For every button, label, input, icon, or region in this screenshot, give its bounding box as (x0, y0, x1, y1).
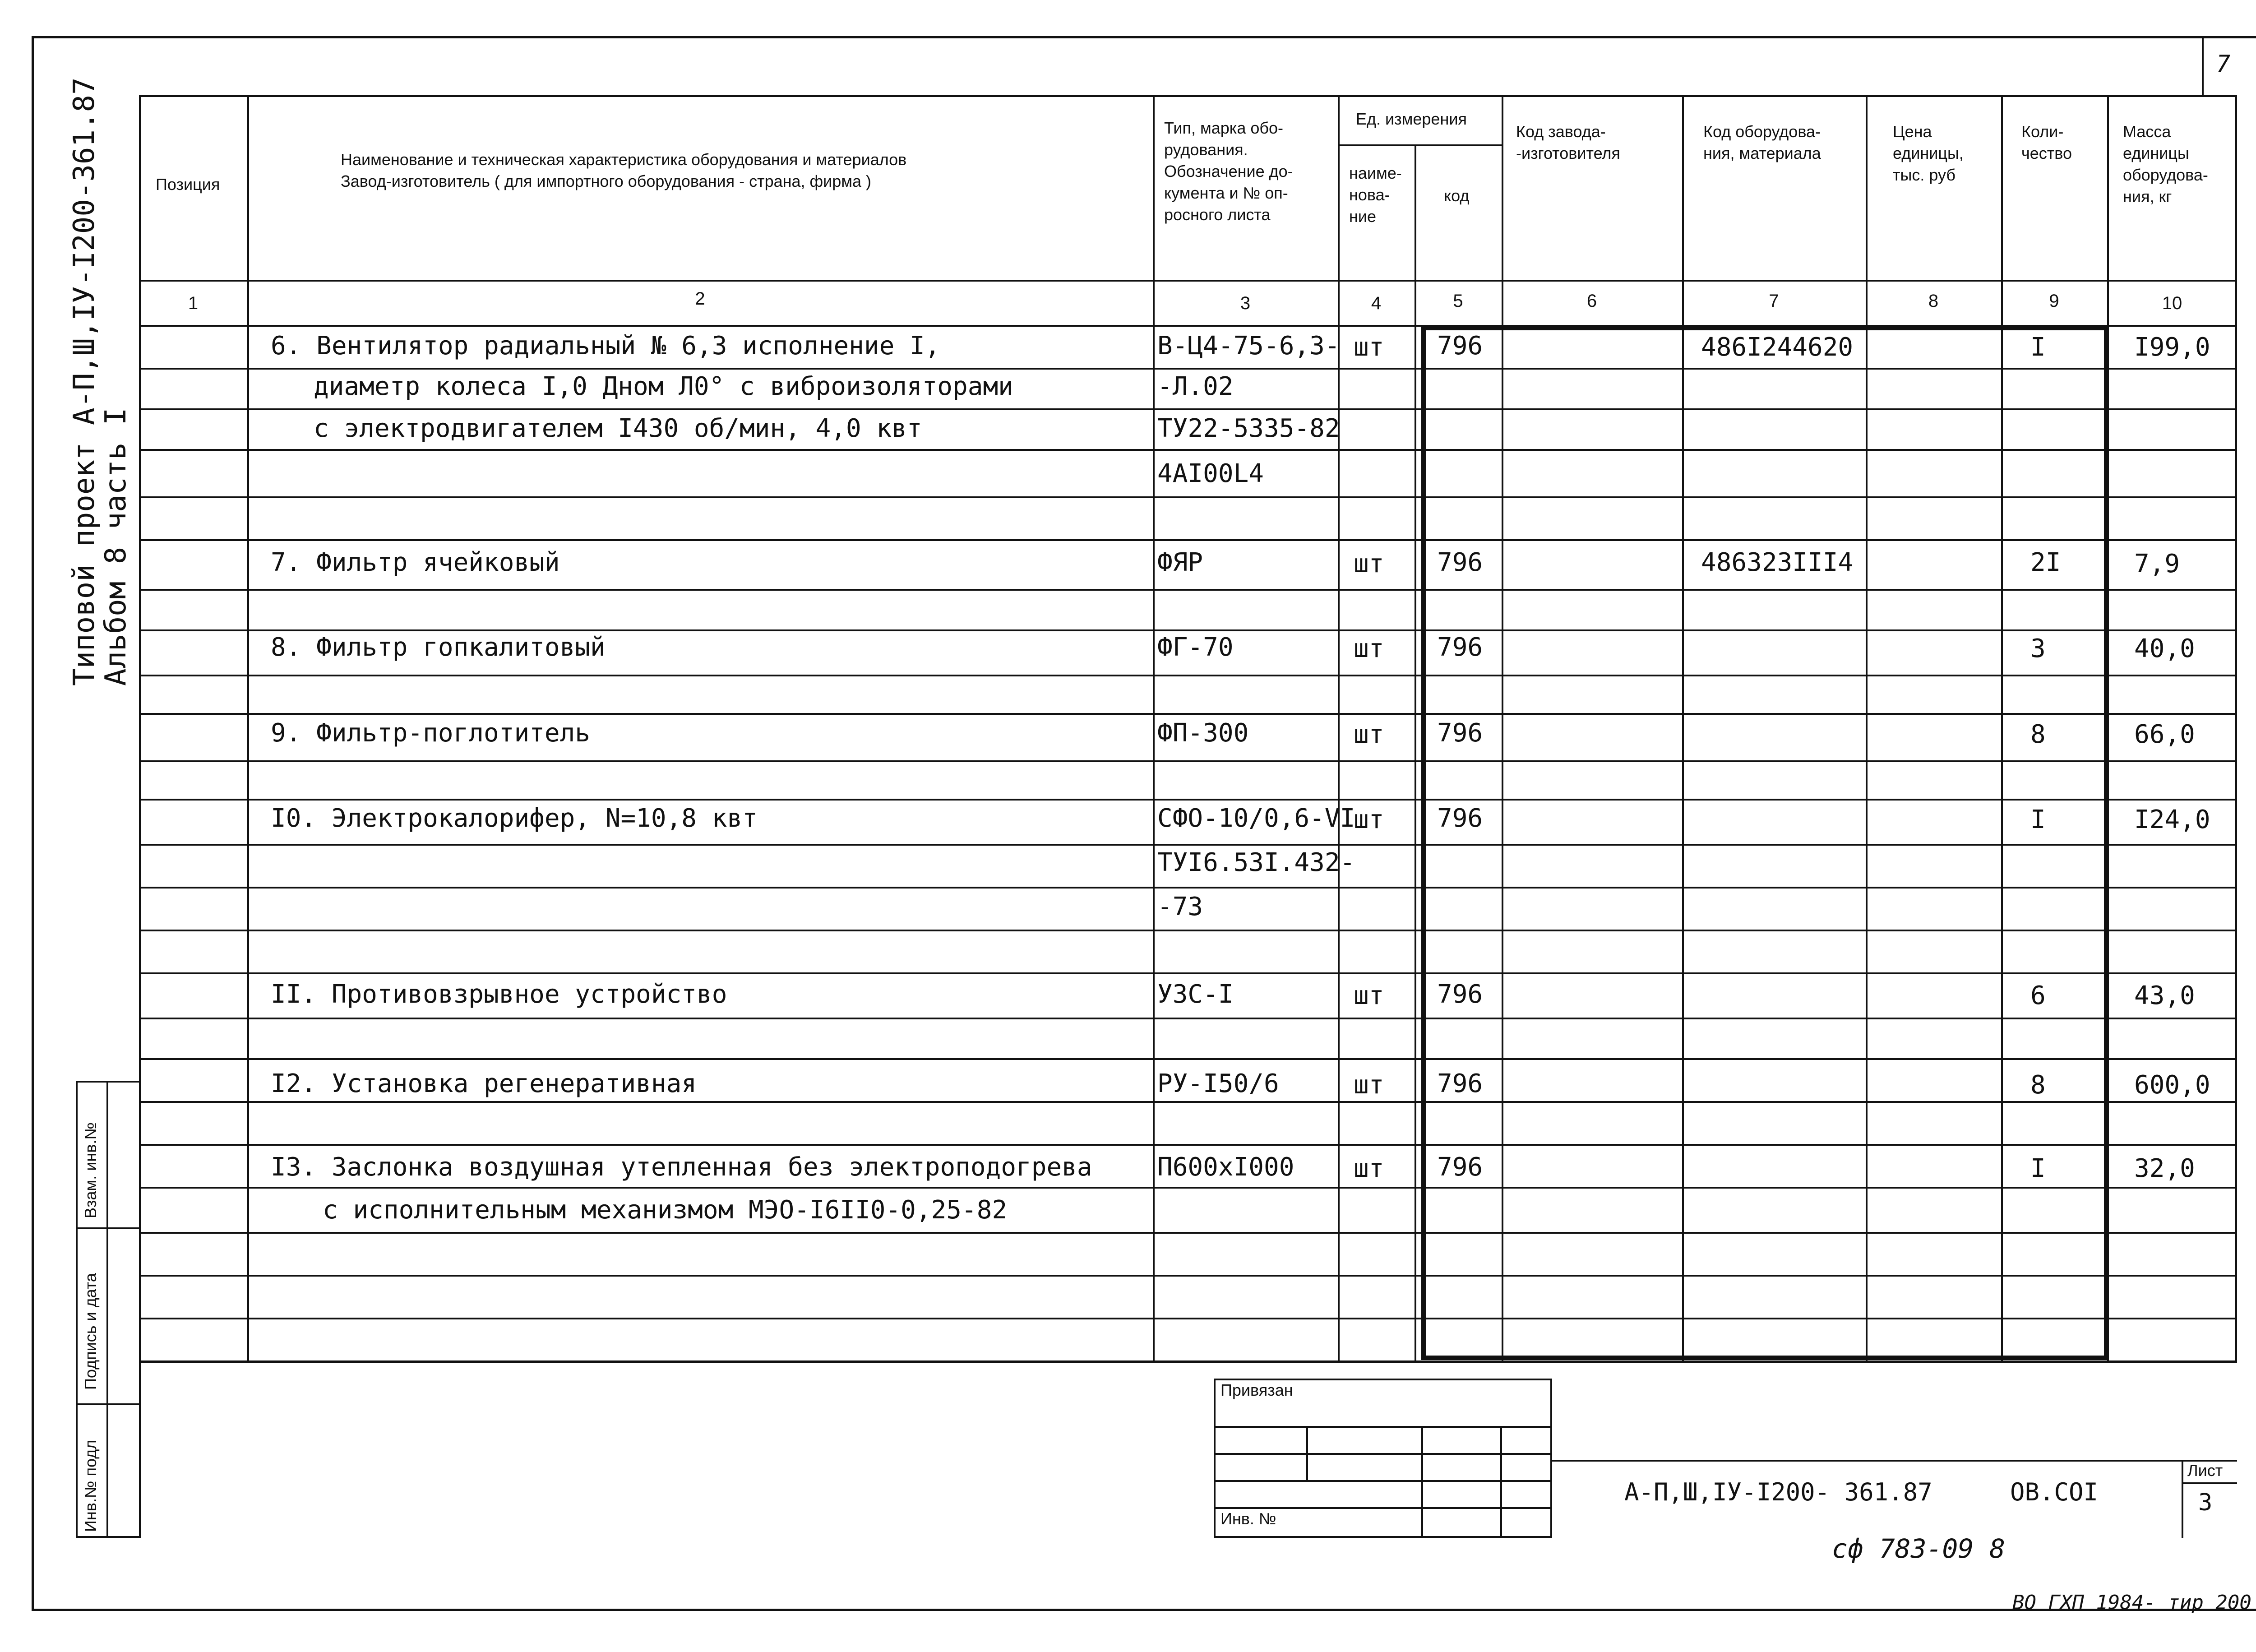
row-6-code: 796 (1437, 331, 1483, 361)
bold-frame-top (1421, 326, 2108, 330)
col-line (1338, 95, 1340, 1363)
handwritten-number: сф 783-09 8 (1832, 1533, 2006, 1564)
row-8-name: 8. Фильтр гопкалитовый (271, 633, 606, 662)
header-qty-1: Коли- (2021, 122, 2064, 141)
row-line (139, 1018, 2237, 1019)
row-10-type: СФО-10/0,6-VI (1157, 804, 1355, 833)
row-line (139, 1318, 2237, 1319)
colnum-10: 10 (2162, 293, 2182, 313)
row-13-code: 796 (1437, 1152, 1483, 1182)
colnum-2: 2 (695, 289, 705, 309)
side-title-2: Альбом 8 часть I (99, 407, 133, 686)
row-8-type: ФГ-70 (1157, 633, 1234, 662)
margin-inv-replace: Взам. инв.№ (81, 1122, 100, 1218)
sheet-code: ОВ.СОI (2010, 1478, 2099, 1506)
colnum-6: 6 (1586, 291, 1597, 311)
col-line (1153, 95, 1155, 1363)
row-9-code: 796 (1437, 718, 1483, 748)
header-price-3: тыс. руб (1893, 166, 1956, 184)
row-line (139, 408, 2237, 410)
row-13-name: I3. Заслонка воздушная утепленная без электроподогрева (271, 1152, 1092, 1182)
row-13-name-2: с исполнительным механизмом МЭО-I6II0-0,25-82 (323, 1195, 1008, 1225)
header-factory-2: -изготовителя (1516, 144, 1620, 162)
row-7-mass: 7,9 (2134, 549, 2180, 578)
row-10-type-2: ТУI6.53I.432- (1157, 848, 1355, 877)
header-price-2: единицы, (1893, 144, 1964, 162)
row-12-type: РУ-I50/6 (1157, 1069, 1279, 1098)
inv-label: Инв. № (1220, 1509, 1276, 1528)
header-equip-2: ния, материала (1703, 144, 1821, 162)
row-7-name: 7. Фильтр ячейковый (271, 548, 560, 577)
row-line (139, 1187, 2237, 1189)
row-line (139, 1232, 2237, 1234)
header-type-2: рудования. (1164, 140, 1248, 159)
row-13-type: П600хI000 (1157, 1152, 1294, 1182)
header-position: Позиция (156, 175, 220, 194)
margin-strip-mid (106, 1081, 108, 1538)
colnum-1: 1 (188, 293, 199, 313)
row-11-code: 796 (1437, 980, 1483, 1009)
colnum-3: 3 (1240, 293, 1251, 313)
margin-inv-original: Инв.№ подл (81, 1439, 100, 1532)
sheet-box-left (2182, 1460, 2183, 1538)
row-6-name-2: диаметр колеса I,0 Дном Л0° с виброизоляторами (314, 372, 1013, 401)
header-unit-name-2: нова- (1349, 185, 1390, 204)
row-10-mass: I24,0 (2134, 805, 2210, 834)
row-line (139, 1058, 2237, 1060)
row-line (139, 368, 2237, 370)
header-qty-2: чество (2021, 144, 2072, 162)
row-6-type: В-Ц4-75-6,3- (1157, 331, 1340, 361)
row-7-qty: 2I (2030, 548, 2061, 577)
corner-box-left (2202, 36, 2204, 95)
header-type-5: росного листа (1164, 205, 1271, 224)
bound-col (1306, 1426, 1308, 1480)
header-mass-4: ния, кг (2123, 187, 2172, 206)
row-7-type: ФЯР (1157, 548, 1203, 577)
row-12-mass: 600,0 (2134, 1070, 2210, 1100)
header-unit-name-3: ние (1349, 207, 1377, 226)
row-line (139, 887, 2237, 888)
row-line (139, 539, 2237, 541)
row-9-unit: шт (1354, 720, 1384, 749)
margin-strip-div (76, 1227, 141, 1229)
row-6-type-4: 4АI00L4 (1157, 459, 1264, 488)
row-line (139, 675, 2237, 676)
bound-col (1500, 1426, 1502, 1536)
row-line (139, 844, 2237, 846)
row-13-mass: 32,0 (2134, 1154, 2195, 1183)
row-6-name: 6. Вентилятор радиальный № 6,3 исполнение I, (271, 331, 940, 361)
row-10-code: 796 (1437, 804, 1483, 833)
sheet-number: 3 (2198, 1489, 2213, 1516)
header-unit-name-1: наиме- (1349, 164, 1402, 182)
col-line (1502, 95, 1503, 1363)
colnum-8: 8 (1928, 291, 1939, 311)
designation: А-П,Ш,IУ-I200- 361.87 (1624, 1478, 1932, 1506)
header-mass-1: Масса (2123, 122, 2171, 141)
header-price-1: Цена (1893, 122, 1932, 141)
row-8-qty: 3 (2030, 634, 2046, 663)
bold-frame-bottom (1421, 1356, 2108, 1360)
unit-group-line (1338, 144, 1502, 146)
header-mass-3: оборудова- (2123, 166, 2208, 184)
margin-signature-date: Подпись и дата (81, 1273, 100, 1390)
colnum-9: 9 (2049, 291, 2059, 311)
bound-col (1421, 1426, 1423, 1536)
col-line (247, 95, 249, 1363)
sheet-box-mid (2182, 1482, 2237, 1484)
row-6-name-3: с электродвигателем I430 об/мин, 4,0 квт (314, 414, 922, 443)
header-unit-code: код (1444, 186, 1470, 205)
colnum-4: 4 (1371, 293, 1382, 313)
col-line (1682, 95, 1684, 1363)
row-7-code: 796 (1437, 548, 1483, 577)
corner-number: 7 (2216, 51, 2231, 78)
row-13-unit: шт (1354, 1154, 1384, 1183)
row-11-unit: шт (1354, 981, 1384, 1010)
row-8-code: 796 (1437, 633, 1483, 662)
stamp-top-line (1552, 1460, 2237, 1462)
row-line (139, 1275, 2237, 1277)
bold-frame-right (2104, 326, 2108, 1360)
row-line (139, 629, 2237, 631)
header-equip-1: Код оборудова- (1703, 122, 1821, 141)
header-factory-1: Код завода- (1516, 122, 1606, 141)
header-name-2: Завод-изготовитель ( для импортного оборудования - страна, фирма ) (341, 172, 872, 190)
row-12-unit: шт (1354, 1070, 1384, 1100)
header-type-3: Обозначение до- (1164, 162, 1293, 180)
row-6-mass: I99,0 (2134, 333, 2210, 362)
header-name-1: Наименование и техническая характеристика оборудования и материалов (341, 150, 907, 169)
row-12-name: I2. Установка регенеративная (271, 1069, 697, 1098)
col-line (2001, 95, 2003, 1363)
side-title-1: Типовой проект А-П,Ш,IУ-I200-361.87 (68, 77, 101, 686)
corner-note: ВО ГХП 1984- тир 200 (2012, 1591, 2251, 1614)
header-unit-group: Ед. измерения (1356, 110, 1467, 128)
row-line (139, 760, 2237, 762)
row-line (139, 1101, 2237, 1103)
row-line (139, 1144, 2237, 1146)
row-12-code: 796 (1437, 1069, 1483, 1098)
row-9-qty: 8 (2030, 720, 2046, 749)
row-13-qty: I (2030, 1154, 2046, 1183)
margin-strip-div (76, 1403, 141, 1405)
colnum-7: 7 (1769, 291, 1779, 311)
row-7-unit: шт (1354, 549, 1384, 578)
header-type-1: Тип, марка обо- (1164, 119, 1284, 137)
row-11-qty: 6 (2030, 981, 2046, 1010)
row-10-type-3: -73 (1157, 892, 1203, 921)
row-line (139, 930, 2237, 931)
row-9-mass: 66,0 (2134, 720, 2195, 749)
row-10-unit: шт (1354, 805, 1384, 834)
row-8-mass: 40,0 (2134, 634, 2195, 663)
row-11-name: II. Противовзрывное устройство (271, 980, 727, 1009)
row-line (139, 972, 2237, 974)
row-6-unit: шт (1354, 333, 1384, 362)
colnum-5: 5 (1453, 291, 1463, 311)
row-7-equip-code: 486323III4 (1701, 548, 1854, 577)
sheet-label: Лист (2187, 1461, 2223, 1480)
row-6-equip-code: 486I244620 (1701, 333, 1854, 362)
row-10-qty: I (2030, 805, 2046, 834)
row-line (139, 496, 2237, 498)
row-11-type: УЗС-I (1157, 980, 1234, 1009)
row-6-type-3: ТУ22-5335-82 (1157, 414, 1340, 443)
row-10-name: I0. Электрокалорифер, N=10,8 квт (271, 804, 758, 833)
row-line (139, 449, 2237, 451)
bound-label: Привязан (1220, 1381, 1293, 1399)
col-line (1415, 144, 1416, 1363)
row-11-mass: 43,0 (2134, 981, 2195, 1010)
row-6-type-2: -Л.02 (1157, 372, 1234, 401)
row-8-unit: шт (1354, 634, 1384, 663)
header-type-4: кумента и № оп- (1164, 184, 1288, 202)
row-line (139, 713, 2237, 715)
header-mass-2: единицы (2123, 144, 2189, 162)
header-bottom-line (139, 280, 2237, 282)
row-9-type: ФП-300 (1157, 718, 1249, 748)
row-12-qty: 8 (2030, 1070, 2046, 1100)
row-line (139, 589, 2237, 591)
row-line (139, 799, 2237, 801)
row-6-qty: I (2030, 333, 2046, 362)
col-line (1866, 95, 1868, 1363)
row-9-name: 9. Фильтр-поглотитель (271, 718, 591, 748)
bold-frame-left (1421, 326, 1426, 1360)
